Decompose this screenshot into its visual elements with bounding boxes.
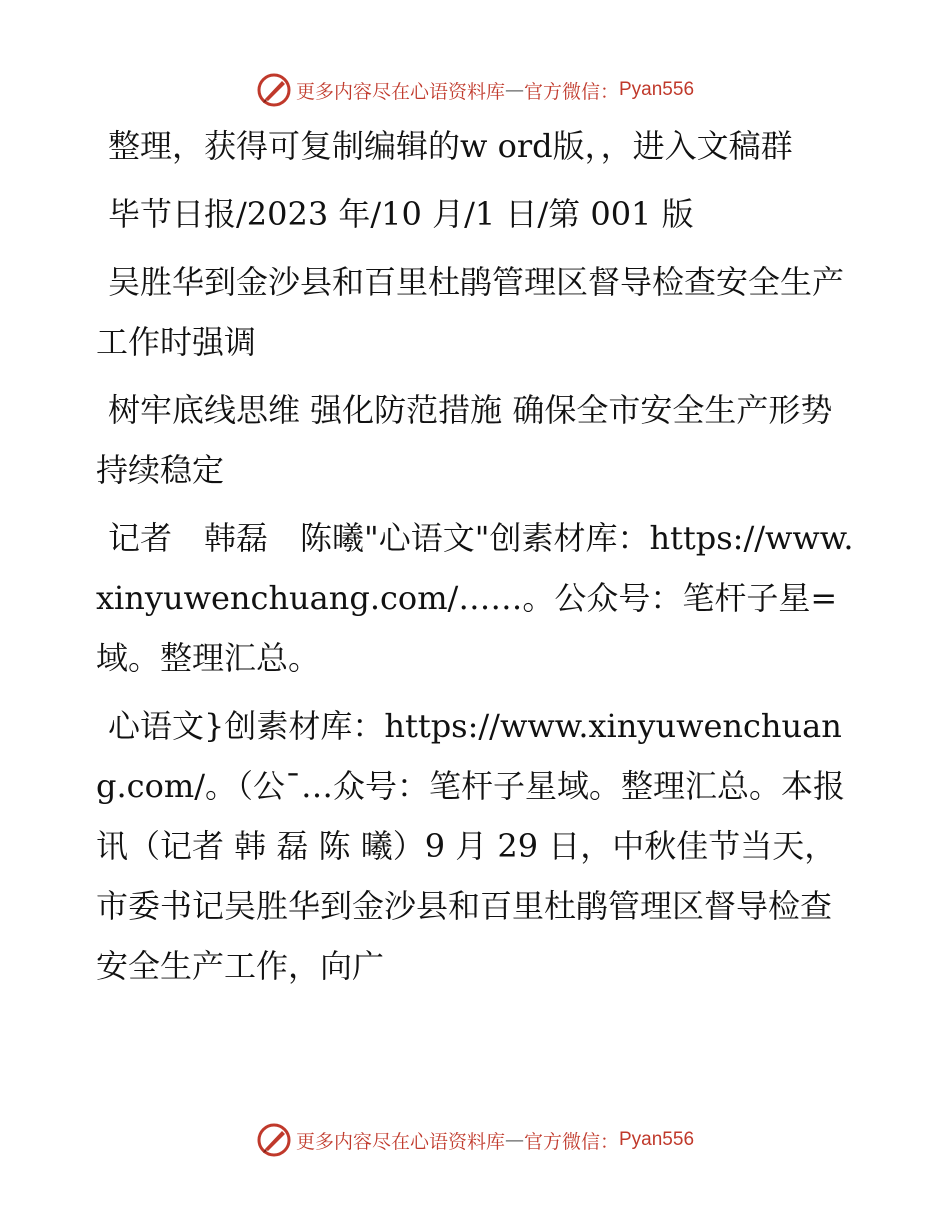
banner-text: 更多内容尽在心语资料库 — [295, 1130, 505, 1153]
quill-pen-logo-icon — [256, 72, 292, 108]
banner-wechat-id: Pyan556 — [619, 79, 695, 100]
document-body — [96, 116, 856, 1004]
paragraph-note: 整理，获得可复制编辑的w ord版，，进入文稿群 — [108, 127, 793, 165]
footer-banner — [0, 1118, 950, 1162]
paragraph-headline: 吴胜华到金沙县和百里杜鹃管理区督导检查安全生产工作时强调 — [96, 263, 845, 361]
banner-separator: — — [504, 1129, 524, 1151]
paragraph-subheadline: 树牢底线思维 强化防范措施 确保全市安全生产形势持续稳定 — [96, 391, 833, 489]
header-banner — [0, 68, 950, 112]
paragraph-source: 毕节日报/2023 年/10 月/1 日/第 001 版 — [108, 195, 694, 233]
banner-wechat-label: 官方微信： — [523, 1130, 619, 1153]
paragraph-body: 心语文}创素材库：https://www.xinyuwenchuang.com/。（公¯…众号：笔杆子星域。整理汇总。本报讯（记者 韩 磊 陈 曦）9 月 29 日，中秋佳节当天，市委书记吴胜华到金沙县和百里杜鹃管理区督导检查安全生产工作，向广 — [96, 707, 845, 985]
banner-separator: — — [504, 79, 524, 101]
banner-wechat-id: Pyan556 — [619, 1129, 695, 1150]
banner-wechat-label: 官方微信： — [523, 80, 619, 103]
quill-pen-logo-icon — [256, 1122, 292, 1158]
banner-text: 更多内容尽在心语资料库 — [295, 80, 505, 103]
paragraph-byline: 记者 韩磊 陈曦"心语文"创素材库：https://www.xinyuwenchuang.com/……。公众号：笔杆子星=域。整理汇总。 — [96, 519, 854, 677]
